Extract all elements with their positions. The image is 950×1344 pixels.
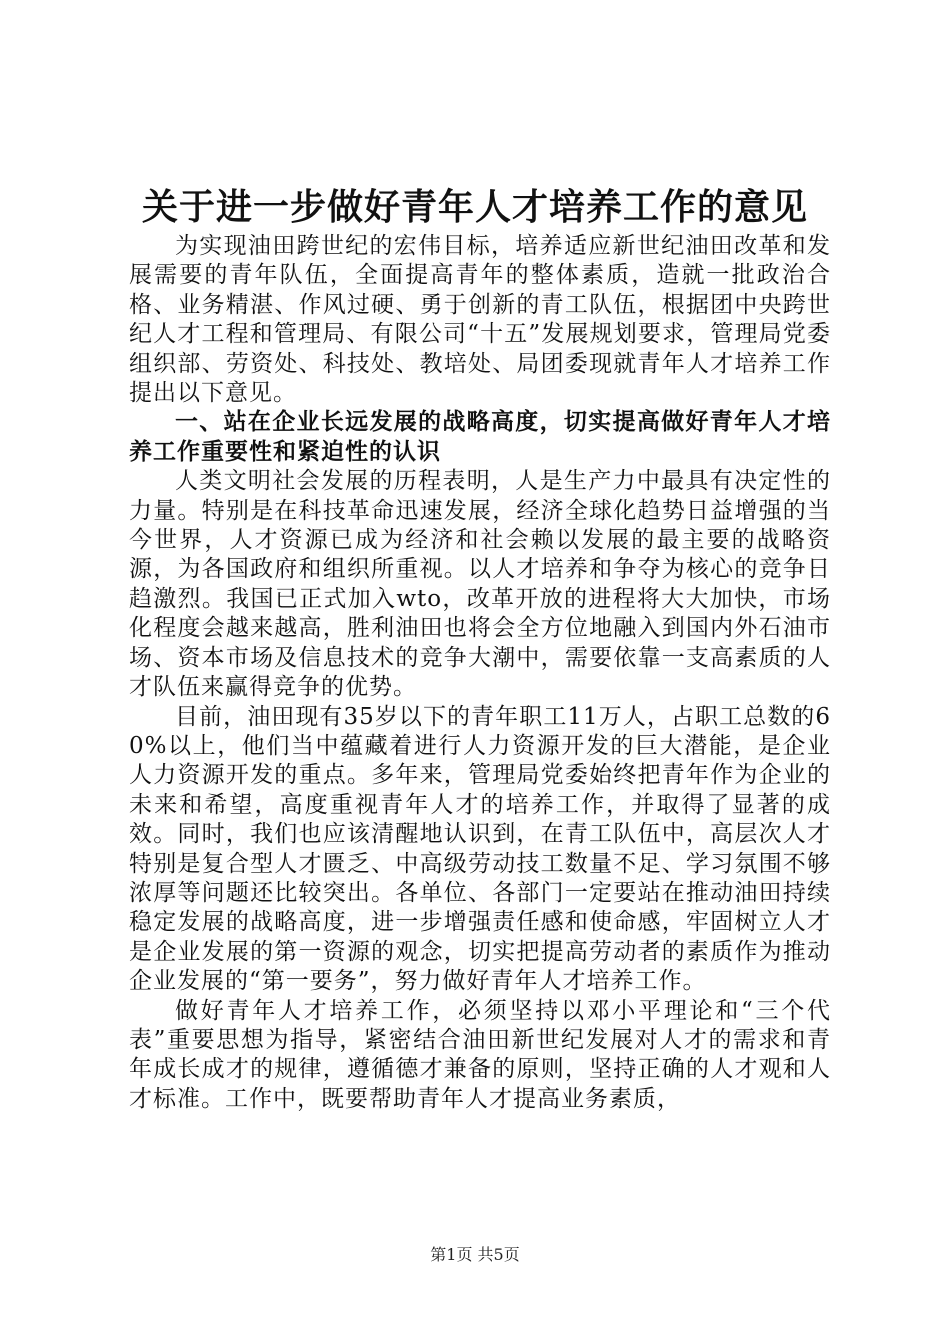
- section-heading-1: 一、站在企业长远发展的战略高度，切实提高做好青年人才培养工作重要性和紧迫性的认识: [129, 409, 831, 465]
- document-body: [129, 232, 831, 1114]
- intro-paragraph: 为实现油田跨世纪的宏伟目标，培养适应新世纪油田改革和发展需要的青年队伍，全面提高青年的整体素质，造就一批政治合格、业务精湛、作风过硬、勇于创新的青工队伍，根据团中央跨世纪人才工程和管理局、有限公司“十五”发展规划要求，管理局党委组织部、劳资处、科技处、教培处、局团委现就青年人才培养工作提出以下意见。: [129, 233, 831, 407]
- body-paragraph: 做好青年人才培养工作，必须坚持以邓小平理论和“三个代表”重要思想为指导，紧密结合油田新世纪发展对人才的需求和青年成长成才的规律，遵循德才兼备的原则，坚持正确的人才观和人才标准。工作中，既要帮助青年人才提高业务素质，: [129, 997, 831, 1112]
- document-title: 关于进一步做好青年人才培养工作的意见: [141, 187, 808, 228]
- body-paragraph: 人类文明社会发展的历程表明，人是生产力中最具有决定性的力量。特别是在科技革命迅速发展，经济全球化趋势日益增强的当今世界，人才资源已成为经济和社会赖以发展的最主要的战略资源，为各国政府和组织所重视。以人才培养和争夺为核心的竞争日趋激烈。我国已正式加入wto，改革开放的进程将大大加快，市场化程度会越来越高，胜利油田也将会全方位地融入到国内外石油市场、资本市场及信息技术的竞争大潮中，需要依靠一支高素质的人才队伍来赢得竞争的优势。: [129, 468, 831, 701]
- body-paragraph: 目前，油田现有35岁以下的青年职工11万人，占职工总数的60%以上，他们当中蕴藏着进行人力资源开发的巨大潜能，是企业人力资源开发的重点。多年来，管理局党委始终把青年作为企业的未来和希望，高度重视青年人才的培养工作，并取得了显著的成效。同时，我们也应该清醒地认识到，在青工队伍中，高层次人才特别是复合型人才匮乏、中高级劳动技工数量不足、学习氛围不够浓厚等问题还比较突出。各单位、各部门一定要站在推动油田持续稳定发展的战略高度，进一步增强责任感和使命感，牢固树立人才是企业发展的第一资源的观念，切实把提高劳动者的素质作为推动企业发展的“第一要务”，努力做好青年人才培养工作。: [129, 703, 831, 995]
- page-number-footer: 第1页 共5页: [430, 1245, 520, 1264]
